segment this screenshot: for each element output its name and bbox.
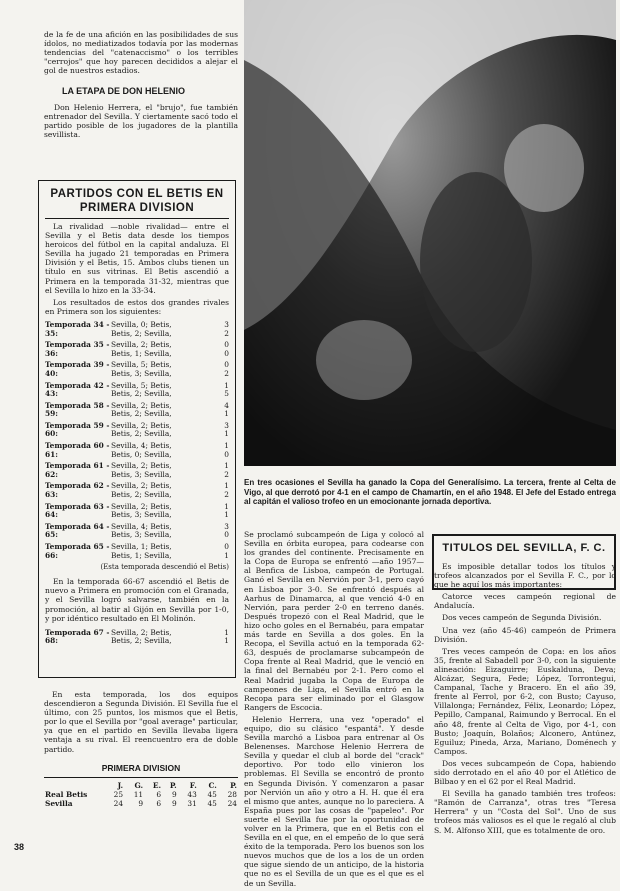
- season-result-line: [111, 511, 229, 520]
- season-result-score: 1: [224, 636, 229, 646]
- season-result-score: 2: [224, 490, 229, 500]
- season-result-text: Sevilla, 4; Betis,: [111, 441, 172, 451]
- season-result-text: Sevilla, 0; Betis,: [111, 319, 172, 329]
- season-results: [111, 422, 229, 439]
- season-result-text: Betis, 2; Sevilla,: [111, 389, 172, 399]
- standings-cell: 43: [187, 789, 197, 799]
- season-result-text: Betis, 0; Sevilla,: [111, 449, 172, 459]
- season-result-score: 3: [224, 521, 229, 531]
- season-result-text: Betis, 2; Sevilla,: [111, 490, 172, 500]
- season-result-text: Betis, 2; Sevilla,: [111, 409, 172, 419]
- season-row: [45, 629, 229, 646]
- titles-intro: Es imposible detallar todos los títulos y trofeos alcanzados por el Sevilla F. C., por lo que he aquí los más importantes:: [434, 562, 616, 590]
- season-result-score: 0: [224, 449, 229, 459]
- season-result-score: 3: [224, 319, 229, 329]
- season-result-text: Sevilla, 4; Betis,: [111, 521, 172, 531]
- article-middle-text-1: Se proclamó subcampeón de Liga y colocó al Sevilla en órbita europea, para codearse con los grandes del continente. Precisamente en la Copa de Europa se enfrentó —año 1957— al Benfica de Lisboa, campeón de Portugal. Ganó el Sevilla en Nervión por 3-1, pero cayó en Lisboa por 3-0. Se enfrentó después al Aarhus de Dinamarca, al que venció 4-0 en Nervión, para perder 2-0 en terreno danés. Después tropezó con el Real Madrid, que le hizo ocho goles en el Bernabéu, para empatar más tarde en Sevilla a dos goles. En la Recopa, el Sevilla actuó en la temporada 62-63, después de proclamarse subcampeón de Copa frente al Real Madrid, que le venció en la final del Bernabéu por 2-1. Pero como el Real Madrid jugaba la Copa de Europa de campeones de Liga, el Sevilla entró en la Recopa para ser eliminado por el Glasgow Rangers de Escocia.: [244, 530, 424, 712]
- article-intro-text: de la fe de una afición en las posibilidades de sus ídolos, no mediatizados todavía por las modernas tendencias del "catenaccismo" o los terribles "cerrojos" que hoy parecen decididos a alejar el gol de nuestros estadios.: [44, 30, 238, 76]
- standings-cell: 6: [156, 798, 162, 808]
- season-result-score: 1: [224, 409, 229, 419]
- season-label: Temporada 61 - 62:: [45, 461, 110, 479]
- season-result-line: [111, 390, 229, 399]
- season-result-text: Betis, 3; Sevilla,: [111, 530, 172, 540]
- betis-middle-text: En la temporada 66-67 ascendió el Betis de nuevo a Primera en promoción con el Granada, y el Sevilla logró salvarse, también en la promoción, al batir al Gijón en Sevilla por 1-0, y por idéntico resultado en El Molinón.: [45, 577, 229, 623]
- season-row: [45, 462, 229, 479]
- betis-box-title-line1: PARTIDOS CON EL BETIS EN: [50, 188, 224, 200]
- season-result-line: [111, 552, 229, 561]
- season-result-text: Sevilla, 1; Betis,: [111, 542, 172, 551]
- standings-header-row: [44, 781, 238, 790]
- season-result-text: Sevilla, 2; Betis,: [111, 400, 172, 410]
- standings-cell: 9: [172, 798, 177, 808]
- standings-cell: 11: [133, 789, 144, 799]
- season-results: [111, 523, 229, 540]
- standings-cell: 31: [187, 798, 197, 808]
- betis-season-list: [45, 321, 229, 560]
- season-result-score: 5: [224, 389, 229, 399]
- article-intro-column: [44, 30, 238, 142]
- season-result-text: Betis, 2; Sevilla,: [111, 636, 172, 646]
- standings-team: Sevilla: [45, 798, 73, 808]
- season-result-score: 3: [224, 420, 229, 430]
- season-label: Temporada 64 - 65:: [45, 521, 110, 540]
- betis-season-note: (Esta temporada descendió el Betis): [100, 563, 229, 572]
- season-label: Temporada 42 - 43:: [45, 380, 110, 399]
- titles-paragraph: Dos veces subcampeón de Copa, habiendo sido derrotado en el año 40 por el Atlético de Bilbao y en el 62 por el Real Madrid.: [434, 758, 616, 787]
- standings-header-cell: C.: [208, 780, 217, 790]
- season-result-score: 1: [224, 380, 229, 390]
- season-result-score: 1: [224, 627, 229, 637]
- betis-matches-box: [38, 180, 236, 678]
- season-result-text: Sevilla, 2; Betis,: [111, 481, 172, 491]
- season-result-score: 1: [224, 510, 229, 520]
- standings-body: [44, 790, 238, 808]
- standings-title: PRIMERA DIVISION: [101, 762, 181, 773]
- season-result-text: Sevilla, 2; Betis,: [111, 420, 172, 430]
- season-result-score: 1: [224, 441, 229, 451]
- titles-box-body: [434, 554, 616, 838]
- season-result-line: [111, 430, 229, 439]
- season-result-line: [111, 330, 229, 339]
- season-result-score: 0: [224, 530, 229, 540]
- season-result-text: Sevilla, 2; Betis,: [111, 627, 172, 637]
- season-label: Temporada 58 - 59:: [45, 400, 110, 419]
- season-result-text: Betis, 1; Sevilla,: [111, 348, 172, 358]
- standings-cell: 28: [227, 789, 237, 799]
- standings-cell: 9: [138, 798, 144, 808]
- standings-row: [44, 799, 238, 808]
- standings-team: Real Betis: [45, 789, 88, 799]
- season-result-text: Betis, 1; Sevilla,: [111, 550, 172, 560]
- season-result-score: 0: [224, 542, 229, 551]
- titles-paragraph: Dos veces campeón de Segunda División.: [442, 613, 602, 623]
- season-results: [111, 462, 229, 479]
- season-results: [111, 543, 229, 560]
- season-row: [45, 523, 229, 540]
- season-result-score: 0: [224, 340, 229, 350]
- titles-paragraph: Una vez (año 45-46) campeón de Primera División.: [434, 625, 616, 644]
- season-result-line: [111, 637, 229, 646]
- betis-final-text: En esta temporada, los dos equipos descendieron a Segunda División. El Sevilla fue el último, con 25 puntos, los mismos que el Betis, por lo que el Sevilla por "goal average" particular, ya que en el partido en Sevilla llevaba ligera ventaja a su rival. El reencuentro era de doble partido.: [44, 690, 238, 754]
- season-label: Temporada 35 - 36:: [45, 340, 110, 358]
- betis-box-rule: [45, 218, 229, 219]
- season-result-text: Sevilla, 2; Betis,: [111, 501, 172, 511]
- standings-cell: 45: [207, 789, 217, 799]
- season-label: Temporada 60 - 61:: [45, 441, 110, 459]
- season-row: [45, 382, 229, 399]
- season-result-text: Sevilla, 2; Betis,: [111, 461, 172, 471]
- betis-final-column: [44, 690, 238, 808]
- standings-cell: 6: [156, 789, 162, 799]
- season-result-line: [111, 451, 229, 460]
- betis-season-6768: [45, 629, 229, 646]
- season-results: [111, 442, 229, 459]
- standings-header-cell: E.: [152, 780, 162, 790]
- standings-rule: [44, 777, 238, 778]
- titles-paragraph: El Sevilla ha ganado también tres trofeos: "Ramón de Carranza", otras tres "Teresa Herrera" y un "Costa del Sol". Uno de sus trofeos más valiosos es el que le regaló al club S. M. Alfonso XIII, que es totalmente de oro.: [434, 789, 616, 835]
- season-result-score: 0: [224, 348, 229, 358]
- season-result-score: 2: [224, 368, 229, 378]
- season-label: Temporada 63 - 64:: [45, 501, 110, 520]
- page-number: 38: [14, 842, 25, 852]
- season-label: Temporada 59 - 60:: [45, 420, 110, 439]
- betis-box-intro: La rivalidad —noble rivalidad— entre el Sevilla y el Betis data desde los tiempos heroicos del fútbol en la capital andaluza. El Sevilla ha jugado 21 temporadas en Primera División y el Betis, 15. Ambos clubs tienen un título en sus vitrinas. El Betis ascendió a Primera en la temporada 31-32, mientras que el Sevilla lo hizo en la 33-34.: [45, 222, 229, 295]
- season-results: [111, 402, 229, 419]
- season-result-line: [111, 350, 229, 359]
- season-row: [45, 543, 229, 560]
- season-result-text: Betis, 3; Sevilla,: [111, 368, 172, 378]
- betis-box-title-line2: PRIMERA DIVISION: [79, 202, 195, 214]
- titles-paragraph: Catorce veces campeón regional de Andalucía.: [434, 592, 616, 611]
- section-body-text: Don Helenio Herrera, el "brujo", fue también entrenador del Sevilla. Y ciertamente sacó todo el partido posible de los jugadores de la plantilla sevillista.: [44, 102, 238, 139]
- standings-header-cell: P.: [169, 780, 177, 790]
- season-result-score: 1: [224, 550, 229, 560]
- season-result-score: 1: [224, 481, 229, 491]
- season-results: [111, 341, 229, 358]
- season-result-score: 2: [224, 328, 229, 338]
- season-result-text: Betis, 3; Sevilla,: [111, 510, 172, 520]
- season-row: [45, 482, 229, 499]
- section-title: LA ETAPA DE DON HELENIO: [62, 86, 186, 97]
- season-results: [111, 382, 229, 399]
- season-row: [45, 442, 229, 459]
- season-results: [111, 321, 229, 338]
- standings-header-cell: G.: [134, 780, 144, 790]
- season-results: [111, 361, 229, 378]
- season-result-score: 1: [224, 429, 229, 439]
- photo-shapes: [244, 0, 616, 466]
- season-result-score: 4: [224, 400, 229, 410]
- titles-paragraph-list: [434, 592, 616, 834]
- season-result-line: [111, 491, 229, 500]
- season-result-line: [111, 471, 229, 480]
- season-result-text: Sevilla, 2; Betis,: [111, 340, 172, 350]
- season-label: Temporada 67 - 68:: [45, 627, 110, 646]
- betis-results-intro: Los resultados de estos dos grandes rivales en Primera son los siguientes:: [45, 297, 229, 316]
- season-row: [45, 321, 229, 338]
- season-result-text: Sevilla, 5; Betis,: [111, 380, 172, 390]
- standings-header-cell: P.: [230, 780, 237, 790]
- season-label: Temporada 62 - 63:: [45, 481, 110, 500]
- season-label: Temporada 34 - 35:: [45, 319, 110, 338]
- standings-table: [44, 781, 238, 808]
- titles-box-title: TITULOS DEL SEVILLA, F. C.: [442, 542, 606, 554]
- season-result-score: 2: [224, 469, 229, 479]
- season-result-text: Betis, 3; Sevilla,: [111, 469, 172, 479]
- season-result-line: [111, 370, 229, 379]
- season-row: [45, 422, 229, 439]
- standings-cell: 9: [172, 789, 177, 799]
- standings-row: [44, 790, 238, 799]
- standings-cell: 45: [207, 798, 217, 808]
- season-result-line: [111, 410, 229, 419]
- season-row: [45, 402, 229, 419]
- standings-header-team: [44, 781, 104, 790]
- photo-caption: En tres ocasiones el Sevilla ha ganado la Copa del Generalísimo. La tercera, frente al Celta de Vigo, al que derrotó por 4-1 en el campo de Chamartín, en el año 1948. El Jefe del Estado entrega al capitán el valioso trofeo en un emocionante jornada deportiva.: [244, 478, 616, 507]
- season-row: [45, 503, 229, 520]
- match-photo: [244, 0, 616, 466]
- standings-cell: 24: [227, 798, 237, 808]
- season-results: [111, 482, 229, 499]
- season-label: Temporada 39 - 40:: [45, 360, 110, 378]
- season-row: [45, 361, 229, 378]
- season-result-line: [111, 531, 229, 540]
- season-result-text: Sevilla, 5; Betis,: [111, 360, 172, 370]
- season-row: [45, 341, 229, 358]
- article-middle-column: [244, 530, 424, 891]
- standings-cell: 25: [113, 789, 124, 799]
- season-result-score: 0: [224, 360, 229, 370]
- standings-header-cell: F.: [189, 780, 197, 790]
- season-result-text: Betis, 2; Sevilla,: [111, 429, 172, 439]
- season-result-score: 1: [224, 461, 229, 471]
- season-results: [111, 629, 229, 646]
- season-result-text: Betis, 2; Sevilla,: [111, 328, 172, 338]
- titles-paragraph: Tres veces campeón de Copa: en los años 35, frente al Sabadell por 3-0, con la siguiente alineación: Eizaguirre; Euskalduna, Deva; Alcázar, Segura, Fede; López, Torrontegui, Campanal, Tache y Bracero. En el año 39, frente al Ferrol, por 6-2, con Busto; Cayuso, Villalonga; Fernández, Félix, Leonardo; López, Pepillo, Campanal, Raimundo y Berrocal. En el año 48, frente al Celta de Vigo, por 4-1, con Busto; Joaquín, Bolaños; Alconero, Antúnez, Eguiluz; Pineda, Arza, Mariano, Doménech y Campos.: [434, 646, 616, 756]
- season-label: Temporada 65 - 66:: [45, 542, 110, 560]
- article-middle-text-2: Helenio Herrera, una vez "operado" el equipo, dio su clásico "espantá". Y desde Sevilla marchó a Lisboa para entrenar al Os Belenenses. Marchose Helenio Herrera de Sevilla y quedar el club al borde del "crack" deportivo. Por todo ello vinieron los problemas. El Sevilla se encontró de pronto en Segunda Divisón. Y comenzaron a pasar por Nervión un año y otro a H. H. que él era el mismo que antes, aunque no lo pareciera. A España pues por las cosas de "papeleo". Por suerte el Sevilla fue por la oportunidad de volver en la Primera, que en el Betis con el Sevilla en el que, en el empeño de lo que será éxito de la temporada. Pero los buenos son los nuevos muchos que de los a los de un orden que sigue siendo de un anticipo, de la historia que no es el Sevilla de un que es el que es el de un Sevilla.: [244, 714, 424, 888]
- standings-header-cell: J.: [117, 780, 124, 790]
- season-results: [111, 503, 229, 520]
- standings-cell: 24: [113, 798, 124, 808]
- season-result-score: 1: [224, 501, 229, 511]
